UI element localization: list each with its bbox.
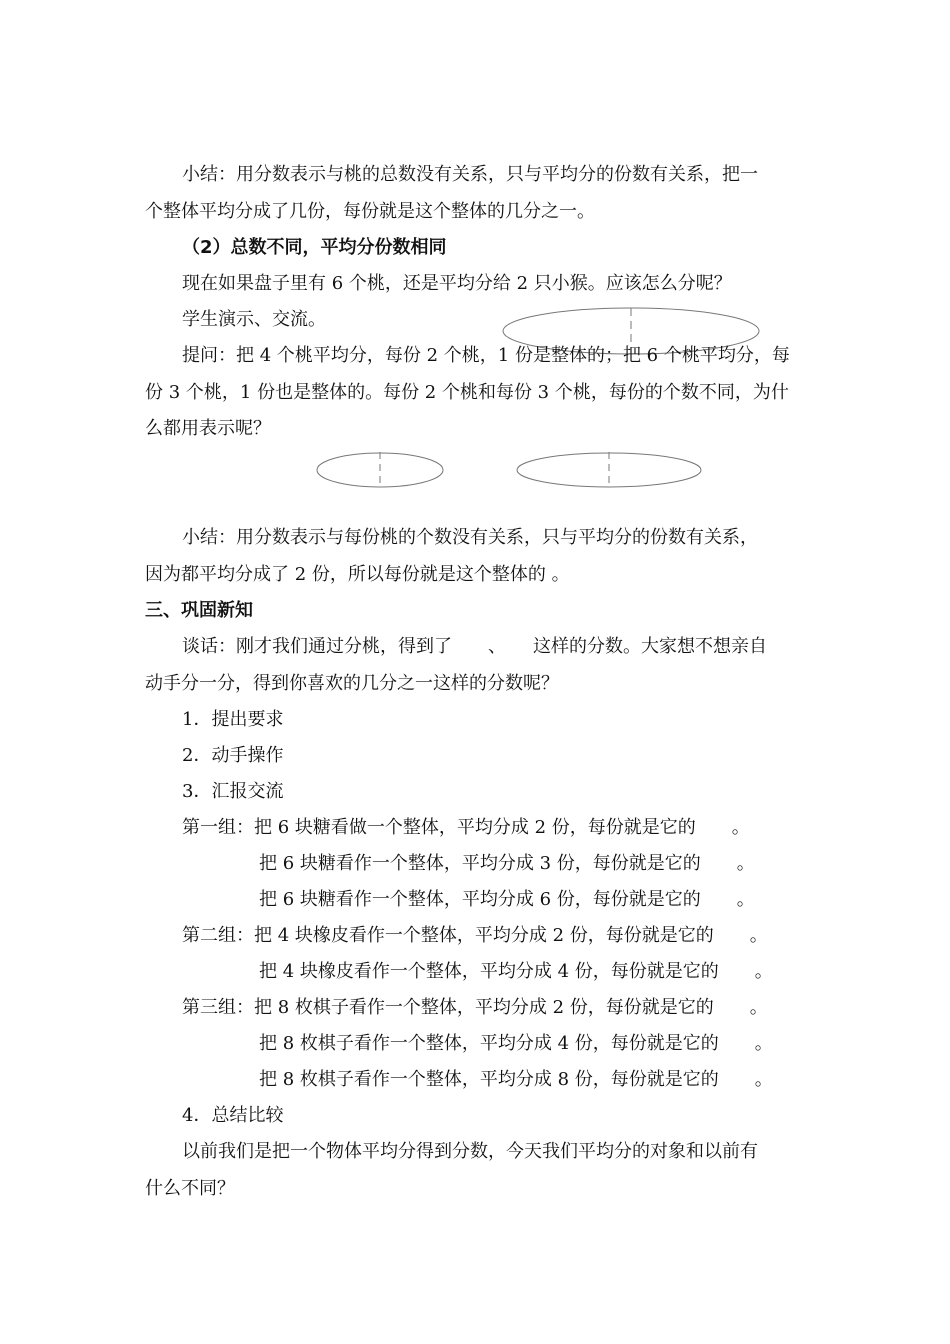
step-1: 1．提出要求 <box>182 709 284 730</box>
question-line3: 么都用表示呢？ <box>145 418 271 439</box>
closing-line1: 以前我们是把一个物体平均分得到分数，今天我们平均分的对象和以前有 <box>182 1141 758 1162</box>
step-2: 2．动手操作 <box>182 745 284 766</box>
question-line1: 提问：把 4 个桃平均分，每份 2 个桃，1 份是整体的；把 6 个桃平均分，每 <box>182 345 790 366</box>
group2-item2: 把 4 块橡皮看作一个整体，平均分成 4 份，每份就是它的 。 <box>259 961 773 982</box>
summary2-line2: 因为都平均分成了 2 份，所以每份就是这个整体的 。 <box>145 564 570 585</box>
talk-line2: 动手分一分，得到你喜欢的几分之一这样的分数呢？ <box>145 673 559 694</box>
step-3: 3．汇报交流 <box>182 781 284 802</box>
para-six-peaches: 现在如果盘子里有 6 个桃，还是平均分给 2 只小猴。应该怎么分呢？ <box>182 273 732 294</box>
group1-item2: 把 6 块糖看作一个整体，平均分成 3 份，每份就是它的 。 <box>259 853 755 874</box>
summary1-line1: 小结：用分数表示与桃的总数没有关系，只与平均分的份数有关系，把一 <box>182 164 758 185</box>
plate-ellipse-2 <box>314 450 448 492</box>
group3-item1: 第三组：把 8 枚棋子看作一个整体，平均分成 2 份，每份就是它的 。 <box>182 997 768 1018</box>
group3-item3: 把 8 枚棋子看作一个整体，平均分成 8 份，每份就是它的 。 <box>259 1069 773 1090</box>
group3-item2: 把 8 枚棋子看作一个整体，平均分成 4 份，每份就是它的 。 <box>259 1033 773 1054</box>
group1-item1: 第一组：把 6 块糖看做一个整体，平均分成 2 份，每份就是它的 。 <box>182 817 750 838</box>
section3-heading: 三、巩固新知 <box>145 600 253 621</box>
step-4: 4．总结比较 <box>182 1105 284 1126</box>
group1-item3: 把 6 块糖看作一个整体，平均分成 6 份，每份就是它的 。 <box>259 889 755 910</box>
student-demo: 学生演示、交流。 <box>182 309 326 330</box>
question-line2: 份 3 个桃，1 份也是整体的。每份 2 个桃和每份 3 个桃，每份的个数不同，为什 <box>145 382 789 403</box>
section2-heading: （2）总数不同，平均分份数相同 <box>182 237 447 258</box>
summary1-line2: 个整体平均分成了几份，每份就是这个整体的几分之一。 <box>145 201 595 222</box>
summary2-line1: 小结：用分数表示与每份桃的个数没有关系，只与平均分的份数有关系， <box>182 527 758 548</box>
closing-line2: 什么不同？ <box>145 1178 235 1199</box>
talk-line1: 谈话：刚才我们通过分桃，得到了 、 这样的分数。大家想不想亲自 <box>182 636 767 657</box>
group2-item1: 第二组：把 4 块橡皮看作一个整体，平均分成 2 份，每份就是它的 。 <box>182 925 768 946</box>
plate-ellipse-3 <box>514 450 706 492</box>
